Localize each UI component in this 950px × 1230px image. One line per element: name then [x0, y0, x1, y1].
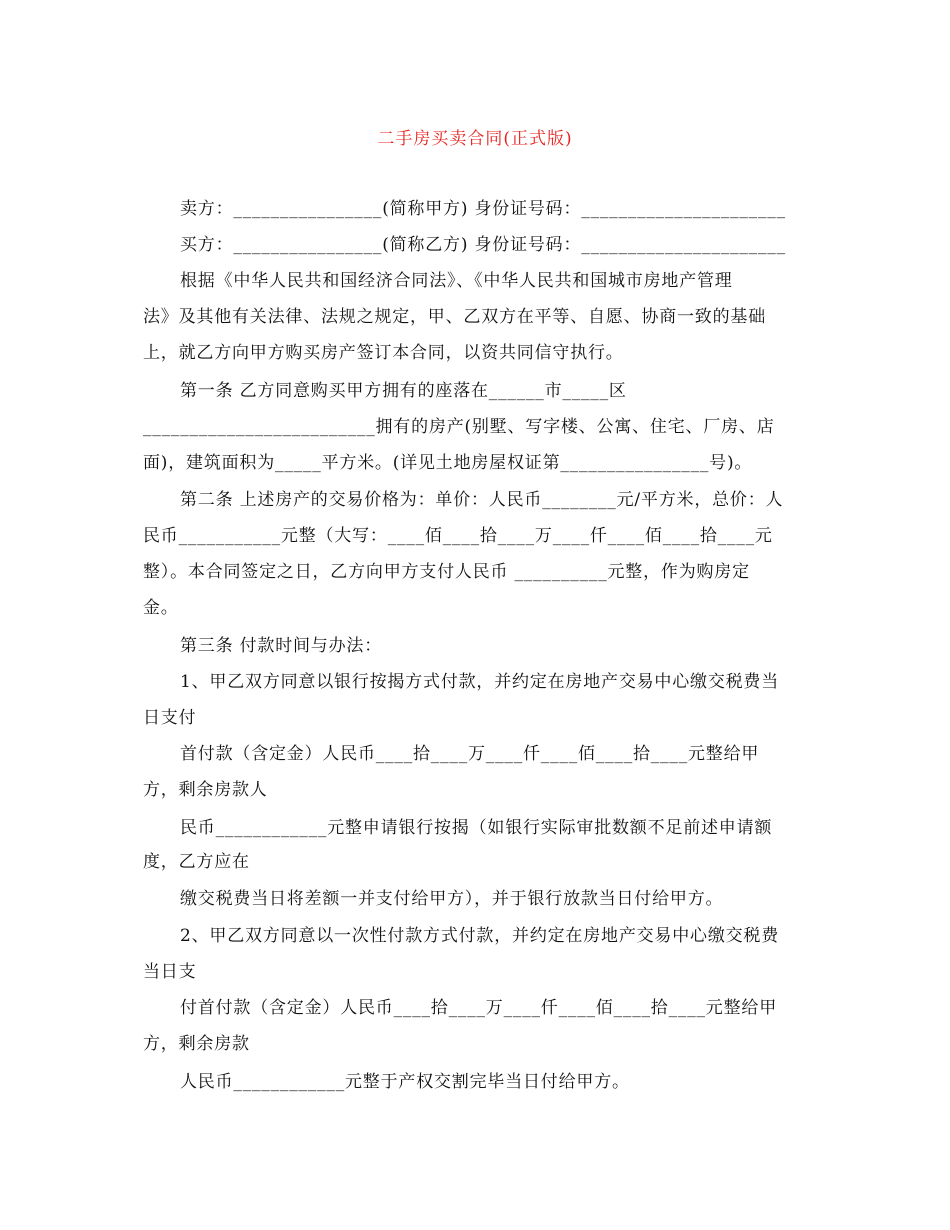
paragraph-line: 付首付款（含定金）人民币____拾____万____仟____佰____拾____元整给甲 — [180, 998, 777, 1018]
paragraph-line: 度，乙方应在 — [143, 852, 250, 872]
paragraph-line: 第二条 上述房产的交易价格为：单价：人民币________元/平方米，总价：人 — [180, 490, 784, 510]
paragraph-line: 整）。本合同签定之日，乙方向甲方支付人民币 __________元整，作为购房定 — [143, 562, 750, 582]
paragraph-line: 根据《中华人民共和国经济合同法》、《中华人民共和国城市房地产管理 — [180, 271, 733, 291]
paragraph-line: 方，剩余房款人 — [143, 780, 268, 800]
paragraph-line: 人民币____________元整于产权交割完毕当日付给甲方。 — [180, 1072, 630, 1092]
paragraph-line: 民币____________元整申请银行按揭（如银行实际审批数额不足前述申请额 — [180, 818, 773, 838]
document-title: 二手房买卖合同(正式版) — [377, 129, 573, 149]
paragraph-line: 法》及其他有关法律、法规之规定，甲、乙双方在平等、自愿、协商一致的基础 — [143, 307, 766, 327]
paragraph-line: 1、甲乙双方同意以银行按揭方式付款，并约定在房地产交易中心缴交税费当 — [180, 672, 780, 692]
paragraph-line: 第三条 付款时间与办法： — [180, 636, 383, 656]
paragraph-line: _________________________拥有的房产(别墅、写字楼、公寓、住宅、厂房、店 — [143, 417, 775, 437]
paragraph-line: 第一条 乙方同意购买甲方拥有的座落在______市_____区 — [180, 381, 627, 401]
seller-line: 卖方：________________(简称甲方) 身份证号码：______________________ — [180, 199, 786, 219]
paragraph-line: 面)，建筑面积为_____平方米。(详见土地房屋权证第________________号)。 — [143, 453, 753, 473]
paragraph-line: 当日支 — [143, 962, 197, 982]
paragraph-line: 民币___________元整（大写：____佰____拾____万____仟____佰____拾____元 — [143, 526, 773, 546]
buyer-line: 买方：________________(简称乙方) 身份证号码：______________________ — [180, 235, 786, 255]
paragraph-line: 2、甲乙双方同意以一次性付款方式付款，并约定在房地产交易中心缴交税费 — [180, 926, 780, 946]
paragraph-line: 首付款（含定金）人民币____拾____万____仟____佰____拾____元整给甲 — [180, 744, 760, 764]
paragraph-line: 上，就乙方向甲方购买房产签订本合同，以资共同信守执行。 — [143, 343, 624, 363]
paragraph-line: 缴交税费当日将差额一并支付给甲方），并于银行放款当日付给甲方。 — [180, 889, 724, 909]
paragraph-line: 日支付 — [143, 708, 197, 728]
paragraph-line: 方，剩余房款 — [143, 1034, 250, 1054]
paragraph-line: 金。 — [143, 598, 179, 618]
